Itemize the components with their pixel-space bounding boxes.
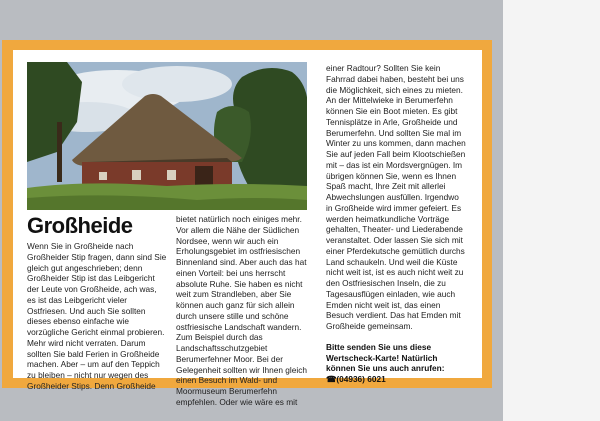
phone-number: ☎(04936) 6021: [326, 374, 386, 384]
background-strip: [503, 0, 600, 421]
farmhouse-illustration: [27, 62, 307, 210]
article-panel: [13, 50, 482, 407]
article-title: Großheide: [27, 213, 133, 238]
window: [167, 170, 176, 180]
article-column-3-text: einer Radtour? Sollten Sie kein Fahrrad dabei haben, besteht bei uns die Möglichkeit, sich eines zu mieten. An der Mittelwieke in Berumerfehn können Sie ein Boot mieten. Es gibt Tennisplätze in Arle, Großheide und Berumerfehn. Und sollten Sie mal im Winter zu uns kommen, dann machen Sie auf jeden Fall beim Klootschießen mit – das ist ein Mordsvergnügen. Im übrigen können Sie, wenn es Ihnen Spaß macht, Ihre Zeit mit allerlei Abwechslungen ausfüllen. Irgendwo in Großheide wird immer gefeiert. Es werden heimatkundliche Vorträge gehalten, Theater- und Liederabende veranstaltet. Oder lassen Sie sich mit einer Pferdekutsche gemütlich durchs Land schaukeln. Und weil die Küste nicht weit ist, ist es auch nicht weit zu den Ostfriesischen Inseln, die zu Tagesausflügen einladen, wie auch Emden nicht weit ist, das einen Besuch verdient. Das hat Emden mit Großheide gemeinsam.: [326, 63, 466, 331]
window: [132, 170, 141, 180]
window: [99, 172, 107, 180]
postcard: [2, 40, 492, 407]
article-column-1: Wenn Sie in Großheide nach Großheider Stip fragen, dann sind Sie gleich gut angeschrieben; denn Großheider Stip ist das Leibgericht der Leute von Großheide, ach was, es ist das Leibgericht vieler Ostfriesen. Und auch Sie sollten dieses ebenso einfache wie vorzügliche Gericht einmal probieren. Mehr wird nicht verraten. Darum sollten Sie bald Ferien in Großheide machen. Aber – um auf den Teppich zu bleiben – nicht nur wegen des Großheider Stips. Denn Großheide: [27, 241, 167, 391]
call-to-action: [326, 342, 466, 385]
cta-text: Bitte senden Sie uns diese Wertscheck-Karte! Natürlich können Sie uns auch anrufen:: [326, 341, 445, 374]
cloud: [122, 66, 232, 102]
article-column-2: bietet natürlich noch einiges mehr. Vor allem die Nähe der Südlichen Nordsee, wenn wir auch ein Erholungsgebiet im ostfriesischen Binnenland sind. Aber auch das hat einen Vorteil: bei uns herrscht absolute Ruhe. Sie haben es nicht weit zum Strandleben, aber Sie können auch ganz für sich allein durch unsere stille und schöne ostfriesische Landschaft wandern. Zum Beispiel durch das Landschaftsschutzgebiet Berumerfehner Moor. Bei der Gelegenheit sollten wir Ihnen gleich einen Besuch im Wald- und Moormuseum Berumerfehn empfehlen. Oder wie wäre es mit: [176, 214, 307, 407]
article-column-3: [326, 63, 466, 385]
tree-trunk: [57, 122, 62, 182]
farmhouse-photo: [27, 62, 307, 210]
